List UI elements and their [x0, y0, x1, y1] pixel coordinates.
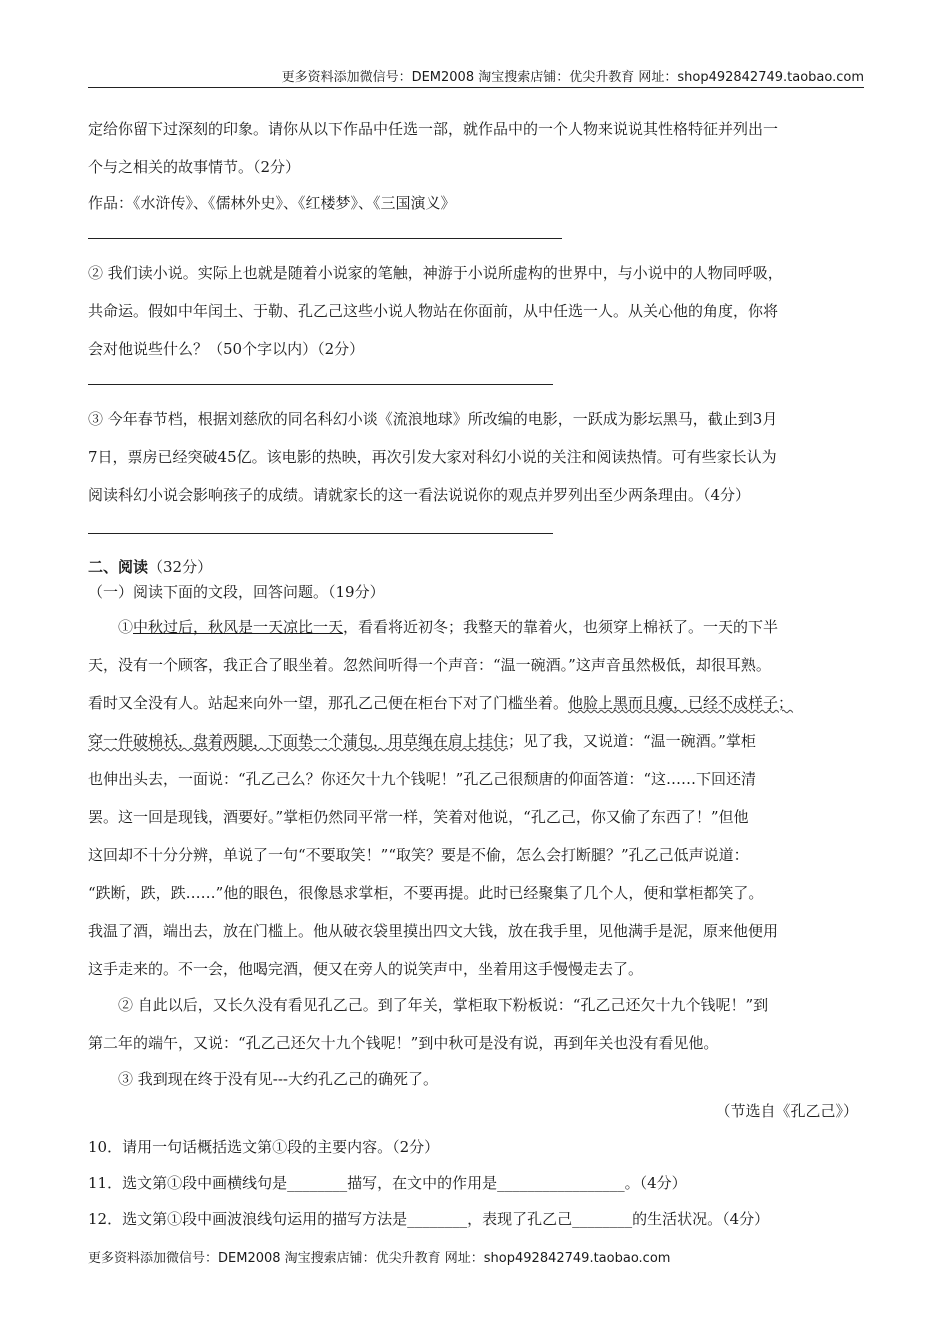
answer-line-3[interactable]	[88, 533, 553, 534]
q2-line-1: ② 我们读小说。实际上也就是随着小说家的笔触，神游于小说所虚构的世界中，与小说中的人物同呼吸，	[88, 264, 783, 282]
passage-source: （节选自《孔乙己》）	[715, 1102, 858, 1120]
q1-line-1: 定给你留下过深刻的印象。请你从以下作品中任选一部，就作品中的一个人物来说说其性格特征并列出一	[88, 120, 779, 138]
section-2-subheading: （一）阅读下面的文段，回答问题。（19分）	[88, 583, 385, 601]
page-footer: 更多资料添加微信号：DEM2008 淘宝搜索店铺：优尖升教育 网址：shop492842749.taobao.com	[88, 1251, 671, 1266]
passage-p1-line-1	[118, 616, 778, 637]
passage-text: 看时又全没有人。站起来向外一望，那孔乙己便在柜台下对了门槛坐着。	[88, 694, 569, 712]
section-2-score: （32分）	[148, 558, 213, 576]
wavy-underlined-sentence: 他脸上黑而且瘦，已经不成样子；	[568, 694, 794, 712]
q1-works: 作品：《水浒传》、《儒林外史》、《红楼梦》、《三国演义》	[88, 194, 456, 212]
q3-line-2: 7日，票房已经突破45亿。该电影的热映，再次引发大家对科幻小说的关注和阅读热情。可有些家长认为	[88, 448, 777, 466]
passage-p2-line-2: 第二年的端午，又说：“孔乙己还欠十九个钱呢！”到中秋可是没有说，再到年关也没有看见他。	[88, 1034, 719, 1052]
passage-text: ；见了我，又说道：“温一碗酒。”掌柜	[508, 732, 756, 750]
passage-p1-line-8: “跌断，跌，跌……”他的眼色，很像恳求掌柜，不要再提。此时已经聚集了几个人，便和掌柜都笑了。	[88, 884, 764, 902]
passage-p1-line-5: 也伸出头去，一面说：“孔乙己么？你还欠十九个钱呢！”孔乙己很颓唐的仰面答道：“这……下回还清	[88, 770, 757, 788]
passage-p2-line-1: ② 自此以后，又长久没有看见孔乙己。到了年关，掌柜取下粉板说：“孔乙己还欠十九个钱呢！”到	[118, 996, 769, 1014]
answer-line-2[interactable]	[88, 384, 553, 385]
q2-line-2: 共命运。假如中年闰土、于勒、孔乙己这些小说人物站在你面前，从中任选一人。从关心他的角度，你将	[88, 302, 779, 320]
passage-p1-line-2: 天，没有一个顾客，我正合了眼坐着。忽然间听得一个声音：“温一碗酒。”这声音虽然极低，却很耳熟。	[88, 656, 771, 674]
passage-p1-line-7: 这回却不十分分辨，单说了一句“不要取笑！”“取笑？要是不偷，怎么会打断腿？”孔乙己低声说道：	[88, 846, 749, 864]
question-11: 11．选文第①段中画横线句是________描写，在文中的作用是_________________。（4分）	[88, 1174, 687, 1192]
passage-p1-line-10: 这手走来的。不一会，他喝完酒，便又在旁人的说笑声中，坐着用这手慢慢走去了。	[88, 960, 644, 978]
question-10: 10．请用一句话概括选文第①段的主要内容。（2分）	[88, 1138, 440, 1156]
page-header: 更多资料添加微信号：DEM2008 淘宝搜索店铺：优尖升教育 网址：shop492842749.taobao.com	[88, 66, 864, 88]
q3-line-1: ③ 今年春节档，根据刘慈欣的同名科幻小谈《流浪地球》所改编的电影，一跃成为影坛黑马，截止到3月	[88, 410, 778, 428]
question-12: 12．选文第①段中画波浪线句运用的描写方法是________，表现了孔乙己________的生活状况。（4分）	[88, 1210, 770, 1228]
section-2-heading	[88, 556, 212, 577]
underlined-sentence: 中秋过后，秋风是一天凉比一天	[133, 618, 344, 636]
para-number: ①	[118, 618, 134, 636]
q3-line-3: 阅读科幻小说会影响孩子的成绩。请就家长的这一看法说说你的观点并罗列出至少两条理由。（4分）	[88, 486, 751, 504]
wavy-underlined-sentence-cont: 穿一件破棉袄，盘着两腿，下面垫一个蒲包，用草绳在肩上挂住	[88, 732, 509, 750]
passage-p1-line-6: 罢。这一回是现钱，酒要好。”掌柜仍然同平常一样，笑着对他说，“孔乙己，你又偷了东西了！”但他	[88, 808, 749, 826]
passage-p1-line-4	[88, 730, 756, 751]
q2-line-3: 会对他说些什么？（50个字以内）（2分）	[88, 340, 365, 358]
passage-text: ，看看将近初冬；我整天的靠着火，也须穿上棉袄了。一天的下半	[343, 618, 779, 636]
answer-line-1[interactable]	[88, 238, 562, 239]
passage-p3: ③ 我到现在终于没有见---大约孔乙己的确死了。	[118, 1070, 438, 1088]
section-2-title: 二、阅读	[88, 558, 149, 576]
q1-line-2: 个与之相关的故事情节。（2分）	[88, 158, 301, 176]
passage-p1-line-9: 我温了酒，端出去，放在门槛上。他从破衣袋里摸出四文大钱，放在我手里，见他满手是泥，原来他便用	[88, 922, 779, 940]
passage-p1-line-3	[88, 692, 793, 713]
